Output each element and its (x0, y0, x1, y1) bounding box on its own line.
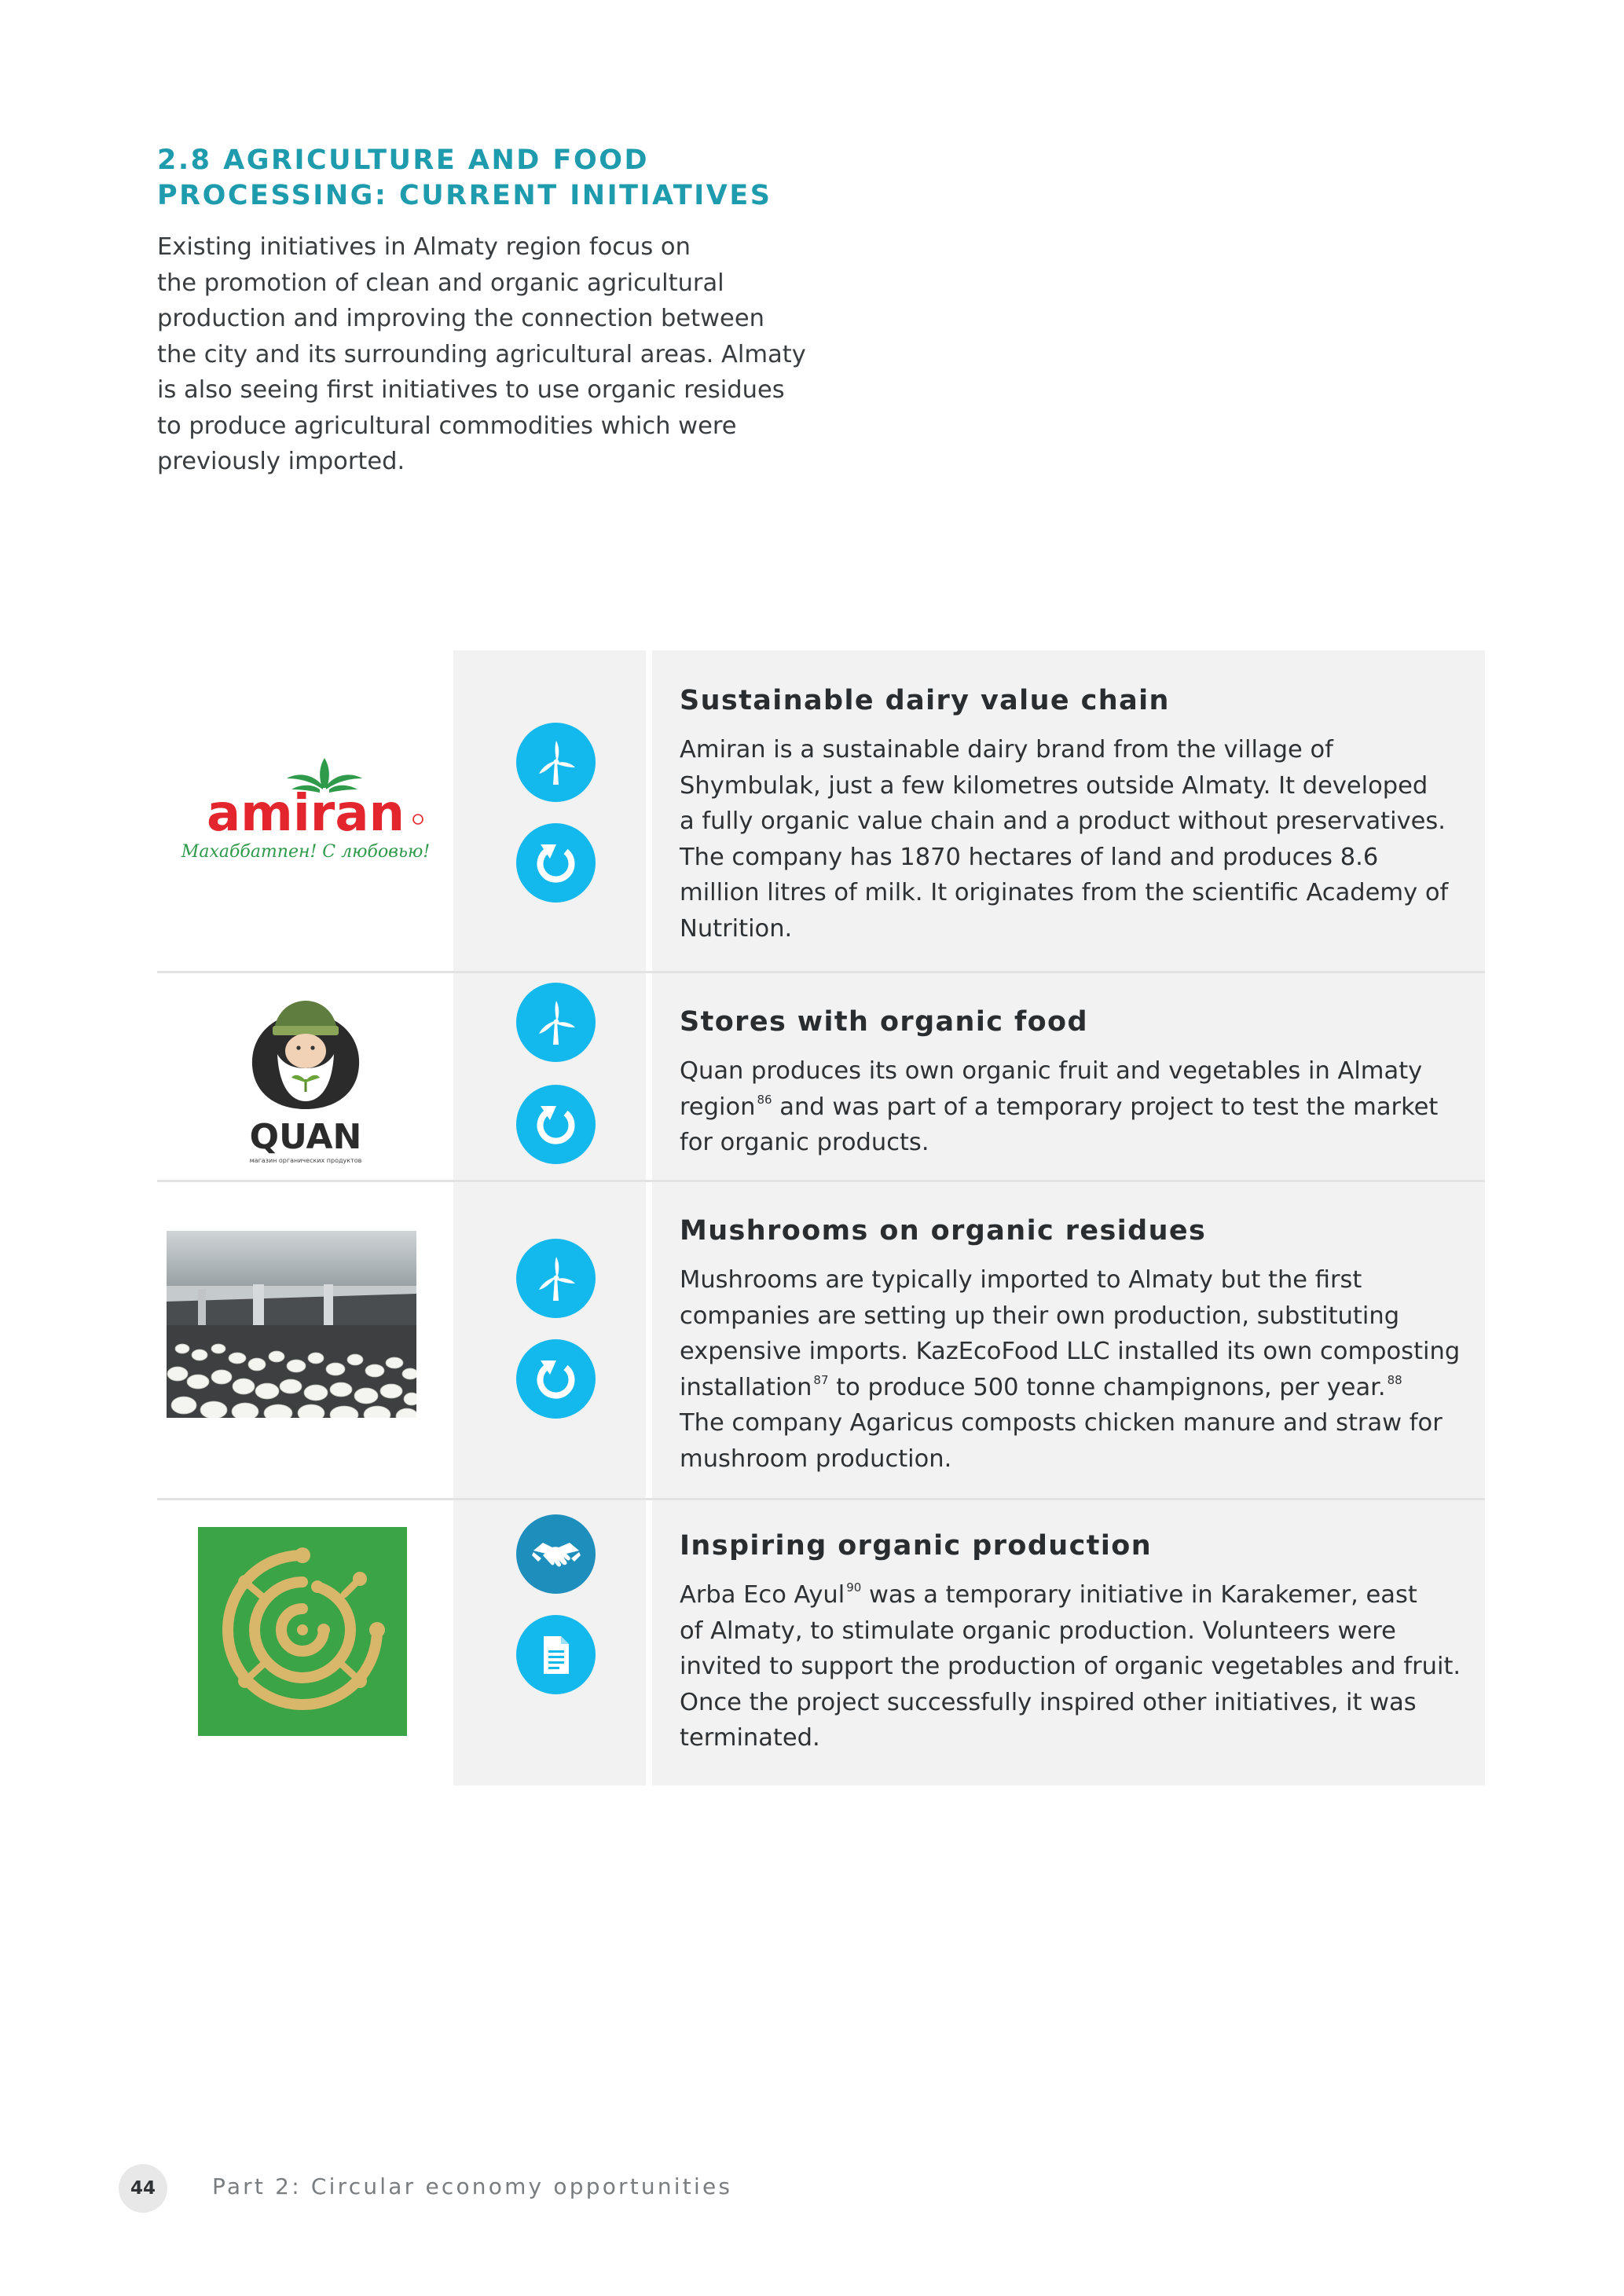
icon-column (453, 973, 646, 1182)
intro-line: is also seeing first initiatives to use organic residues (157, 376, 785, 404)
initiative-row-stores (157, 971, 1485, 1182)
icon-column (453, 650, 646, 971)
initiative-text (652, 973, 1485, 1182)
amiran-logo-mark (180, 752, 431, 870)
intro-line: the city and its surrounding agricultural areas. Almaty (157, 340, 806, 368)
refresh-cycle-icon (516, 1085, 596, 1164)
footnote-ref: 90 (846, 1580, 862, 1595)
intro-line: the promotion of clean and organic agricultural (157, 269, 724, 297)
initiatives-table (157, 650, 1485, 1783)
section-title (157, 143, 864, 214)
footnote-ref: 87 (813, 1372, 829, 1387)
initiative-title: Inspiring organic production (680, 1530, 1153, 1562)
initiative-title: Mushrooms on organic residues (680, 1215, 1207, 1247)
initiative-row-inspiring (157, 1498, 1485, 1785)
wind-turbine-icon (516, 983, 596, 1062)
quan-logo-mark (227, 983, 384, 1172)
initiative-row-mushrooms (157, 1180, 1485, 1500)
quan-logo-tagline: магазин органических продуктов (249, 1157, 361, 1164)
amiran-logo (157, 650, 453, 971)
arba-eco-ayul-logo-mark (198, 1527, 407, 1736)
initiative-title: Sustainable dairy value chain (680, 685, 1170, 716)
mushroom-photo (157, 1182, 453, 1500)
amiran-logo-tagline: Махаббатпен! С любовью! (181, 842, 430, 862)
section-title-line-2: PROCESSING: CURRENT INITIATIVES (157, 180, 772, 211)
amiran-logo-wordmark: amiran (206, 785, 405, 843)
arba-eco-ayul-logo (157, 1500, 453, 1785)
icon-column (453, 1500, 646, 1785)
handshake-icon (516, 1514, 596, 1594)
initiative-description: Amiran is a sustainable dairy brand from the village of Shymbulak, just a few kilometres outside Almaty. It developed a fully organic value chain and a product without preservatives. The company has 1870 hectares of land and produces 8.6 million litres of milk. It originates from the scientific Academy of Nutrition. (680, 736, 1449, 943)
icon-column (453, 1182, 646, 1500)
initiative-title: Stores with organic food (680, 1006, 1088, 1038)
footnote-ref: 88 (1387, 1372, 1402, 1387)
refresh-cycle-icon (516, 1339, 596, 1419)
footer-section-label: Part 2: Circular economy opportunities (212, 2173, 733, 2199)
initiative-description: Mushrooms are typically imported to Almaty but the first companies are setting up their own production, substituting expensive imports. KazEcoFood LLC installed its own composting installation $^{87}$ to produce 500 tonne champignons, per year. $^{88}$ The company Agaricus composts chicken manure and straw for mushroom production. (680, 1266, 1461, 1473)
intro-line: previously imported. (157, 448, 405, 475)
intro-line: production and improving the connection between (157, 305, 764, 332)
intro-paragraph (157, 229, 817, 480)
initiative-description: Quan produces its own organic fruit and vegetables in Almaty region $^{86}$ and was part of a temporary project to test the market for organic products. (680, 1057, 1439, 1156)
wind-turbine-icon (516, 723, 596, 802)
quan-logo-wordmark: QUAN (249, 1117, 361, 1157)
initiative-text (652, 650, 1485, 971)
intro-line: Existing initiatives in Almaty region focus on (157, 233, 691, 261)
initiative-text (652, 1182, 1485, 1500)
initiative-description: Arba Eco Ayul $^{90}$ was a temporary initiative in Karakemer, east of Almaty, to stimulate organic production. Volunteers were invited to support the production of organic vegetables and fruit. Once the project successfully inspired other initiatives, it was terminated. (680, 1580, 1461, 1752)
document-icon (516, 1615, 596, 1694)
page-number: 44 (119, 2164, 167, 2213)
refresh-cycle-icon (516, 823, 596, 903)
footnote-ref: 86 (757, 1092, 772, 1107)
wind-turbine-icon (516, 1239, 596, 1318)
section-title-line-1: 2.8 AGRICULTURE AND FOOD (157, 145, 650, 176)
mushroom-farm-image (167, 1231, 416, 1418)
quan-logo (157, 973, 453, 1182)
initiative-row-dairy (157, 650, 1485, 971)
intro-line: to produce agricultural commodities which were (157, 412, 737, 440)
initiative-text (652, 1500, 1485, 1785)
